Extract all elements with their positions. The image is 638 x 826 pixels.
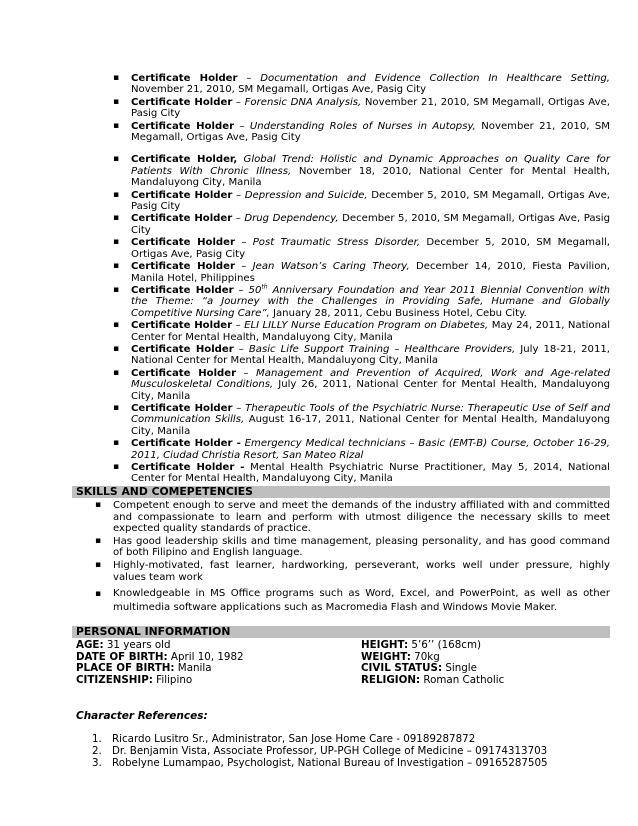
certificate-list [112, 73, 610, 486]
skill-item: ▪ Highly-motivated, fast learner, hardworking, perseverant, works well under pressure, highly values team work [95, 560, 610, 583]
certificate-item: ▪ Certificate Holder – Depression and Suicide, December 5, 2010, SM Megamall, Ortigas Ave, Pasig City [112, 190, 610, 213]
certificate-item: ▪ Certificate Holder - Mental Health Psychiatric Nurse Practitioner, May 5, 2014, National Center for Mental Health, Mandaluyong City, Manila [112, 462, 610, 485]
certificate-item: ▪ Certificate Holder – Documentation and Evidence Collection In Healthcare Setting, November 21, 2010, SM Megamall, Ortigas Ave, Pasig City [112, 73, 610, 96]
height-row: HEIGHT: 5’6’’ (168cm) [361, 639, 481, 651]
references-heading: Character References: [76, 710, 208, 722]
certificate-item: ▪ Certificate Holder, Global Trend: Holistic and Dynamic Approaches on Quality Care for Patients With Chronic Illness, November 18, 2010, National Center for Mental Health, Mandaluyong City, Manila [112, 154, 610, 188]
certificate-item: ▪ Certificate Holder – Understanding Roles of Nurses in Autopsy, November 21, 2010, SM Megamall, Ortigas Ave, Pasig City [112, 121, 610, 144]
skill-item: ▪ Has good leadership skills and time management, pleasing personality, and has good command of both Filipino and English language. [95, 536, 610, 559]
certificate-item: ▪ Certificate Holder - Emergency Medical technicians – Basic (EMT-B) Course, October 16-29, 2011, Ciudad Christia Resort, San Mateo Rizal [112, 438, 610, 461]
reference-item: 3. Robelyne Lumampao, Psychologist, National Bureau of Investigation – 09165287505 [92, 757, 548, 769]
weight-row: WEIGHT: 70kg [361, 650, 440, 663]
certificate-item: ▪ Certificate Holder – Jean Watson’s Caring Theory, December 14, 2010, Fiesta Pavilion, Manila Hotel, Philippines [112, 261, 610, 284]
personal-info-heading: PERSONAL INFORMATION [72, 626, 610, 638]
skill-item: ▪ Knowledgeable in MS Office programs such as Word, Excel, and PowerPoint, as well as other multimedia software applications such as Macromedia Flash and Windows Movie Maker. [95, 587, 610, 615]
skill-item: ▪ Competent enough to serve and meet the demands of the industry affiliated with and committed and compassionate to learn and perform with utmost diligence the necessary skills to meet expected quality standards of practice. [95, 500, 610, 535]
reference-item: 1. Ricardo Lusitro Sr., Administrator, San Jose Home Care - 09189287872 [92, 733, 476, 745]
pob-row: PLACE OF BIRTH: Manila [76, 662, 212, 675]
certificate-item: ▪ Certificate Holder – Forensic DNA Analysis, November 21, 2010, SM Megamall, Ortigas Ave, Pasig City [112, 97, 610, 120]
reference-item: 2. Dr. Benjamin Vista, Associate Professor, UP-PGH College of Medicine – 09174313703 [92, 745, 548, 757]
certificate-item: ▪ Certificate Holder – Management and Prevention of Acquired, Work and Age-related Musculoskeletal Conditions, July 26, 2011, National Center for Mental Health, Mandaluyong City, Manila [112, 368, 610, 402]
religion-row: RELIGION: Roman Catholic [361, 674, 505, 687]
citizenship-row: CITIZENSHIP: Filipino [76, 674, 193, 687]
certificate-item: ▪ Certificate Holder – Therapeutic Tools of the Psychiatric Nurse: Therapeutic Use of Self and Communication Skills, August 16-17, 2011, National Center for Mental Health, Mandaluyong City, Manila [112, 403, 610, 437]
skills-list [95, 500, 610, 616]
personal-info-right [361, 640, 504, 687]
certificate-item: ▪ Certificate Holder – Basic Life Support Training – Healthcare Providers, July 18-21, 2011, National Center for Mental Health, Mandaluyong City, Manila [112, 344, 610, 367]
certificate-item: ▪ Certificate Holder – ELI LILLY Nurse Education Program on Diabetes, May 24, 2011, National Center for Mental Health, Mandaluyong City, Manila [112, 320, 610, 343]
skills-heading: SKILLS AND COMEPETENCIES [72, 486, 610, 498]
age-row: AGE: 31 years old [76, 639, 171, 651]
certificate-item: ▪ Certificate Holder – Post Traumatic Stress Disorder, December 5, 2010, SM Megamall, Ortigas Ave, Pasig City [112, 237, 610, 260]
references-list [92, 733, 548, 769]
dob-row: DATE OF BIRTH: April 10, 1982 [76, 650, 244, 663]
personal-info-left [76, 640, 244, 687]
certificate-item: ▪ Certificate Holder – Drug Dependency, December 5, 2010, SM Megamall, Ortigas Ave, Pasig City [112, 213, 610, 236]
civil-status-row: CIVIL STATUS: Single [361, 662, 477, 675]
certificate-item: ▪ Certificate Holder – 50th Anniversary Foundation and Year 2011 Biennial Convention with the Theme: “a Journey with the Challenges in Providing Safe, Humane and Globally Competitive Nursing Care”, January 28, 2011, Cebu Business Hotel, Cebu City. [112, 285, 610, 319]
